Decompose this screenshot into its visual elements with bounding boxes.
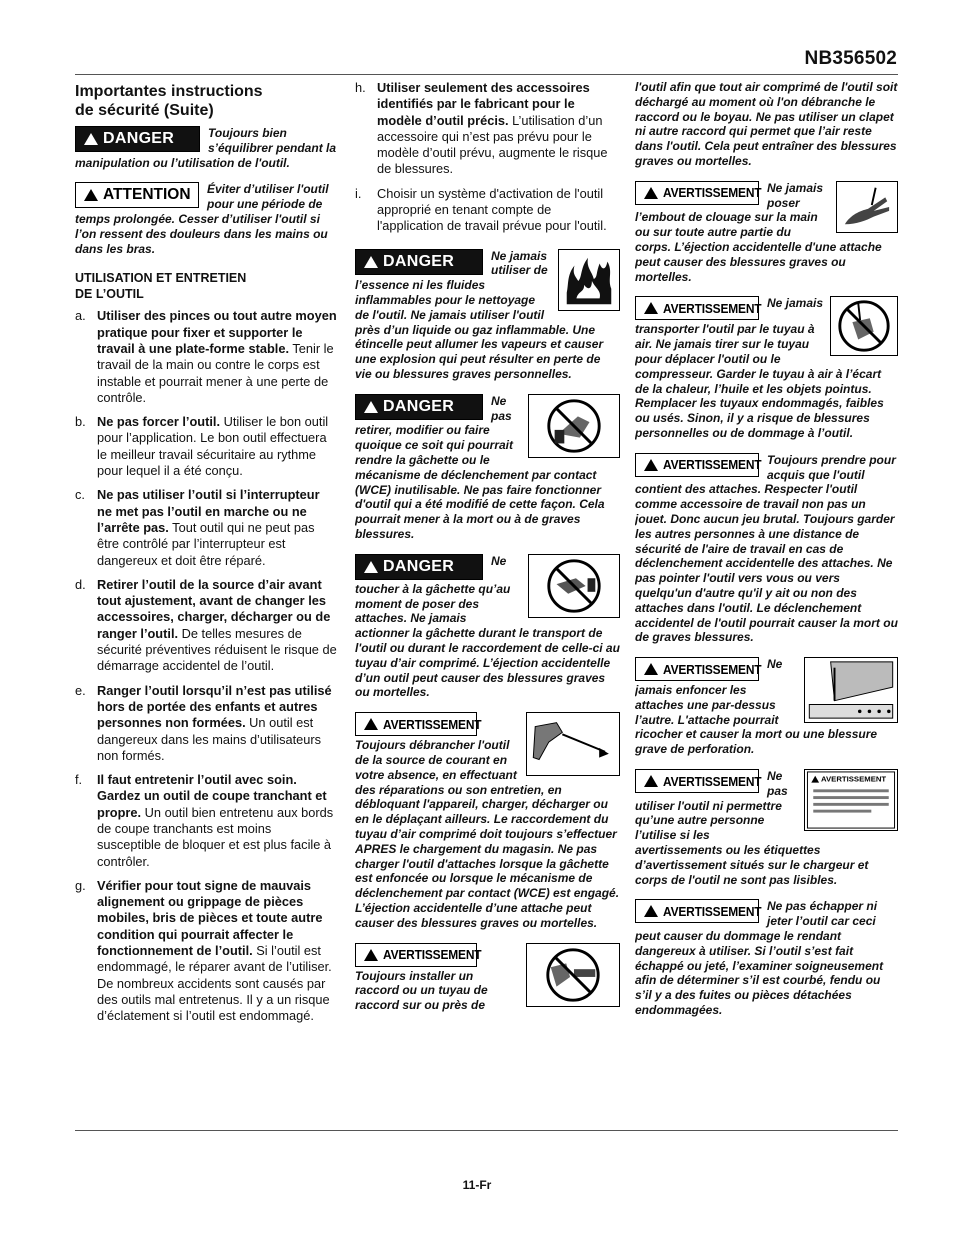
top-rule: [75, 74, 898, 75]
warning-triangle-icon: [364, 718, 378, 730]
warning-triangle-icon: [644, 775, 658, 787]
warning-hose-carry-block: [635, 296, 898, 440]
attention-signal: ATTENTION: [75, 182, 199, 208]
instruction-list: [75, 308, 338, 1024]
no-quick-coupler-icon: [526, 943, 620, 1007]
warning-coupler-block: [355, 943, 620, 1013]
warning-text: Ne pas utiliser l'outil ni permettre qu’une autre personne l’utilise si les avertissements ou les étiquettes d’avertissement situés sur le chargeur et corps de l'outil ne sont pas lisibles.: [635, 769, 869, 887]
column-2: [355, 80, 620, 1025]
danger-text: Ne pas retirer, modifier ou faire quoique ce soit qui pourrait rendre la gâchette ou le mécanisme de déclenchement par contact (WCE) inutilisable. Ne pas faire fonctionner d'outil qui a été modifié de cette façon. Cela pourrait mener à la mort ou à de graves blessures.: [355, 393, 605, 542]
hand-nail-hazard-icon: [836, 181, 898, 233]
fire-hazard-icon: [558, 249, 620, 311]
warning-signal: AVERTISSEMENT: [355, 943, 477, 967]
warning-signal: AVERTISSEMENT: [635, 181, 759, 205]
warning-label-icon: [804, 769, 898, 831]
danger-text: Ne toucher à la gâchette qu’au moment de poser des attaches. Ne jamais actionner la gâchette durant le transport de l'outil ou durant le raccordement de celle-ci au tuyau d’air comprimé. L’éjection accidentelle d’un outil peut causer des blessures graves ou mortelles.: [355, 553, 620, 700]
warning-signal: AVERTISSEMENT: [635, 657, 759, 681]
model-number: NB356502: [804, 48, 897, 69]
list-item: h. Utiliser seulement des accessoires identifiés par le fabricant pour le modèle d’outil précis. L’utilisation d’un accessoire qui n’est pas prévu pour le modèle d’outil prévu, augmente le risque de blessures.: [355, 80, 608, 177]
warning-triangle-icon: [644, 459, 658, 471]
warning-signal: AVERTISSEMENT: [355, 712, 477, 736]
warning-triangle-icon: [364, 401, 378, 413]
list-item: f. Il faut entretenir l’outil avec soin. Gardez un outil de coupe tranchant et propre. Un outil bien entretenu aux bords de coupe tranchants est moins susceptible de bloquer et est plus facile à contrôler.: [75, 772, 334, 869]
warning-triangle-icon: [644, 187, 658, 199]
disconnect-hose-icon: [526, 712, 620, 776]
danger-text: Ne jamais utiliser de l’essence ni les fluides inflammables pour le nettoyage de l'outil. Ne jamais utiliser l'outil près d’un liquide ou gaz inflammable. Une étincelle peut allumer les vapeurs et causer une explosion qui peut résulter en perte de vie ou blessures graves personnelles.: [355, 248, 604, 382]
warning-triangle-icon: [84, 133, 98, 145]
column-3: [635, 80, 898, 1030]
warning-fasteners-block: [635, 453, 898, 645]
warning-text: Toujours prendre pour acquis que l'outil contient des attaches. Respecter l'outil comme accessoire de travail non pas un jouet. Donc aucun jeu brutal. Toujours garder les autres personnes à une distance de sécurité de l'aire de travail en cas de déclenchement accidentelle des attaches. Ne pas pointer l'outil vers vous ou vers quelqu'un d'autre qu'il y ait ou non des attaches dans l'outil. Le déclenchement accidentel de l'outil pourrait causer la mort ou de graves blessures.: [635, 452, 898, 645]
column-1: [75, 80, 338, 1033]
section-title: Importantes instructions de sécurité (Suite): [75, 83, 263, 119]
warning-hand-block: [635, 181, 898, 285]
warning-triangle-icon: [364, 561, 378, 573]
danger-trigger-block: [355, 554, 620, 700]
danger-balance-block: [75, 126, 338, 170]
warning-labels-block: [635, 769, 898, 887]
warning-signal: AVERTISSEMENT: [635, 769, 759, 793]
warning-triangle-icon: [84, 189, 98, 201]
warning-signal: AVERTISSEMENT: [635, 453, 759, 477]
danger-flammable-block: [355, 249, 620, 382]
list-item: i. Choisir un système d'activation de l'outil approprié en tenant compte de l'application de travail prévue pour l'outil.: [355, 185, 607, 234]
warning-drop-block: [635, 899, 898, 1017]
list-item: e. Ranger l’outil lorsqu’il n’est pas utilisé hors de portée des enfants et autres personnes non formées. Un outil est dangereux dans les mains d’utilisateurs non formés.: [75, 682, 332, 763]
warning-triangle-icon: [644, 302, 658, 314]
list-item: g. Vérifier pour tout signe de mauvais alignement ou grippage de pièces mobiles, bris de pièces et toute autre condition qui pourrait affecter le fonctionnement de l’outil. Si l’outil est endommagé, le réparer avant de l’utiliser. De nombreux accidents sont causés par des outils mal entretenus. Il y a un risque d’éclatement si l’outil est endommagé.: [75, 877, 332, 1024]
list-item: b. Ne pas forcer l’outil. Utiliser le bon outil pour l’application. Le bon outil effectuera le meilleur travail sécuritaire au rythme pour lequel il a été conçu.: [75, 414, 329, 479]
warning-triangle-icon: [644, 663, 658, 675]
warning-triangle-icon: [644, 905, 658, 917]
warning-text: Ne jamais poser l’embout de clouage sur la main ou sur toute autre partie du corps. L’éjection accidentelle d'une attache peut causer des blessures graves ou mortelles.: [635, 180, 882, 284]
attention-text: Éviter d’utiliser l'outil pour une période de temps prolongée. Cesser d’utiliser l'outil si l’on ressent des douleurs dans les mains ou dans les bras.: [75, 182, 329, 256]
list-item: d. Retirer l’outil de la source d’air avant tout ajustement, avant de changer les accessoires, charger, décharger ou de ranger l’outil. De telles mesures de sécurité préventives réduisent le risque de démarrage accidentel de l’outil.: [75, 576, 337, 674]
danger-text: Toujours bien s’équilibrer pendant la manipulation ou l’utilisation de l'outil.: [75, 126, 337, 170]
warning-signal: AVERTISSEMENT: [635, 899, 759, 923]
attention-block: [75, 182, 338, 256]
warning-signal: AVERTISSEMENT: [635, 296, 759, 320]
no-carry-by-hose-icon: [830, 296, 898, 356]
no-modify-nailer-icon: [528, 394, 620, 458]
warning-text: Ne jamais transporter l'outil par le tuyau à air. Ne jamais tirer sur le tuyau pour déplacer l'outil ou le compresseur. Garder le tuyau à air à l’écart de la chaleur, l’huile et les objets pointus. Remplacer les tuyaux endommagés, faibles ou usés. Sinon, il y a risque de blessures personnelles ou de dommage à l’outil.: [635, 296, 884, 440]
warning-text: Ne pas échapper ni jeter l’outil car ceci peut causer du dommage le rendant dangereux à utiliser. Si l’outil s’est fait échappé ou jeté, l’examiner soigneusement afin de déterminer s’il est courbé, fendu ou s’il y a des fuites ou pièces détachées endommagées.: [635, 899, 884, 1018]
danger-signal: DANGER: [355, 554, 483, 580]
warning-disconnect-block: [355, 712, 620, 930]
warning-stacking-block: [635, 657, 898, 757]
continued-text: l'outil afin que tout air comprimé de l'outil soit déchargé au moment où l'on débranche le raccord ou le boyau. Ne pas utiliser un clapet ni autre raccord qui permet que l’air reste dans l'outil. Cela peut entraîner des blessures graves ou mortelles.: [635, 80, 898, 168]
list-item: c. Ne pas utiliser l’outil si l’interrupteur ne met pas l’outil en marche ou ne l’arrête pas. Tout outil qui ne peut pas être contrôlé par l’interrupteur est dangereux et doit être réparé.: [75, 487, 320, 568]
danger-modify-block: [355, 394, 620, 542]
warning-text: Ne jamais enfoncer les attaches une par-dessus l’autre. L'attache pourrait ricocher et causer la mort ou une blessure grave de perforation.: [635, 657, 878, 757]
subheading: UTILISATION ET ENTRETIEN DE L’OUTIL: [75, 271, 247, 302]
no-trigger-carry-icon: [528, 554, 620, 618]
danger-signal: DANGER: [355, 249, 483, 275]
bottom-rule: [75, 1130, 898, 1131]
page-number: 11-Fr: [462, 1178, 492, 1192]
danger-signal: DANGER: [355, 394, 483, 420]
danger-signal: DANGER: [75, 126, 200, 152]
nail-on-nail-icon: [804, 657, 898, 723]
warning-triangle-icon: [364, 256, 378, 268]
list-item: a. Utiliser des pinces ou tout autre moyen pratique pour fixer et supporter le travail à une plate-forme stable. Tenir le travail de la main ou contre le corps est instable et pourrait mener à une perte de contrôle.: [75, 308, 337, 405]
warning-text: Toujours débrancher l'outil de la source de courant en votre absence, en effectuant des réparations ou son entretien, en débloquant l'appareil, charger, décharger ou en le déplaçant ailleurs. Le raccordement du tuyau d’air comprimé doit toujours s’effectuer APRES le chargement du magasin. Ne pas charger l'outil d'attaches lorsque la gâchette est enfoncée ou lorsque le mécanisme de déclenchement par contact (WCE) est engagé. L’éjection accidentelle d’une attache peut causer des blessures graves ou mortelles.: [355, 738, 620, 930]
warning-text: Toujours installer un raccord ou un tuyau de raccord sur ou près de: [355, 968, 488, 1013]
warning-triangle-icon: [364, 949, 378, 961]
instruction-list: [355, 80, 620, 235]
svg-text:AVERTISSEMENT: AVERTISSEMENT: [821, 774, 887, 784]
